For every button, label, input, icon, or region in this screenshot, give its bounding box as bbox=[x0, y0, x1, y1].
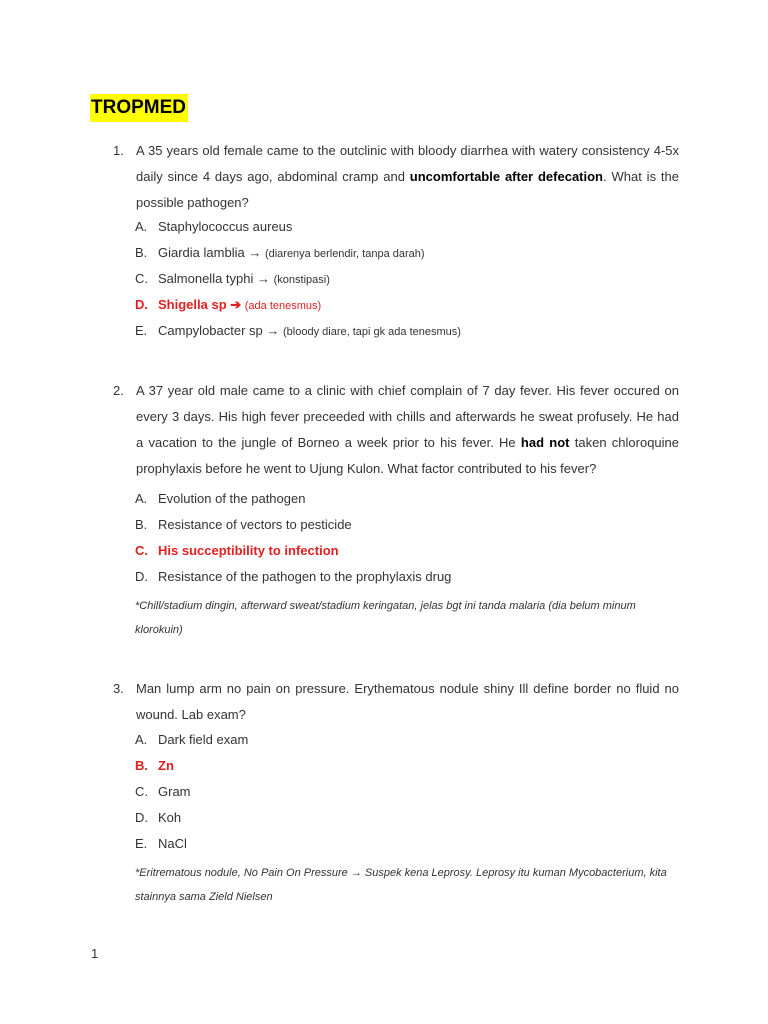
explanation-note-2: *Chill/stadium dingin, afterward sweat/stadium keringatan, jelas bgt ini tanda malaria (dia belum minum klorokuin) bbox=[135, 600, 636, 636]
option-3c: C. Gram bbox=[135, 784, 191, 799]
option-2c-answer: C. His succeptibility to infection bbox=[135, 543, 339, 558]
explanation-note-3: *Eritrematous nodule, No Pain On Pressure → Suspek kena Leprosy. Leprosy itu kuman Mycobacterium, kita stainnya sama Zield Nielsen bbox=[135, 867, 667, 903]
option-3a: A. Dark field exam bbox=[135, 732, 249, 747]
option-note: (konstipasi) bbox=[273, 274, 330, 286]
question-text: Man lump arm no pain on pressure. Erythematous nodule shiny Ill define border no fluid no wound. Lab exam? bbox=[136, 681, 679, 722]
option-2b: B. Resistance of vectors to pesticide bbox=[135, 517, 352, 532]
page-number: 1 bbox=[91, 946, 99, 961]
question-number: 2. bbox=[113, 383, 124, 398]
option-note: (diarenya berlendir, tanpa darah) bbox=[264, 248, 425, 260]
question-2 bbox=[113, 378, 679, 484]
question-text: A 37 year old male came to a clinic with chief complain of 7 day fever. His fever occured on every 3 days. His high fever preceeded with chills and afterwards he sweat profusely. He had a vacation to the jungle of Borneo a week prior to his fever. He had not taken chloroquine prophylaxis before he went to Ujung Kulon. What factor contributed to his fever? bbox=[136, 383, 680, 476]
option-3e: E. NaCl bbox=[135, 836, 187, 851]
option-1b: B. Giardia lamblia → (diarenya berlendir, tanpa darah) bbox=[135, 245, 425, 260]
option-note: (ada tenesmus) bbox=[244, 300, 322, 312]
option-2a: A. Evolution of the pathogen bbox=[135, 491, 306, 506]
question-number: 3. bbox=[113, 681, 124, 696]
option-3d: D. Koh bbox=[135, 810, 182, 825]
question-1 bbox=[113, 138, 679, 218]
option-1d-answer: D. Shigella sp ➔ (ada tenesmus) bbox=[135, 297, 322, 312]
question-3 bbox=[113, 676, 679, 730]
question-number: 1. bbox=[113, 143, 124, 158]
option-1e: E. Campylobacter sp → (bloody diare, tapi gk ada tenesmus) bbox=[135, 323, 461, 338]
option-2d: D. Resistance of the pathogen to the prophylaxis drug bbox=[135, 569, 452, 584]
option-1c: C. Salmonella typhi → (konstipasi) bbox=[135, 271, 330, 286]
question-text: A 35 years old female came to the outclinic with bloody diarrhea with watery consistency 4-5x daily since 4 days ago, abdominal cramp and uncomfortable after defecation. What is the possible pathogen? bbox=[136, 143, 680, 210]
option-1a: A. Staphylococcus aureus bbox=[135, 219, 293, 234]
question-emphasis: had not bbox=[520, 435, 570, 450]
option-note: (bloody diare, tapi gk ada tenesmus) bbox=[283, 326, 461, 338]
option-3b-answer: B. Zn bbox=[135, 758, 174, 773]
page-title: TROPMED bbox=[90, 94, 188, 122]
question-emphasis: uncomfortable after defecation bbox=[409, 169, 603, 184]
